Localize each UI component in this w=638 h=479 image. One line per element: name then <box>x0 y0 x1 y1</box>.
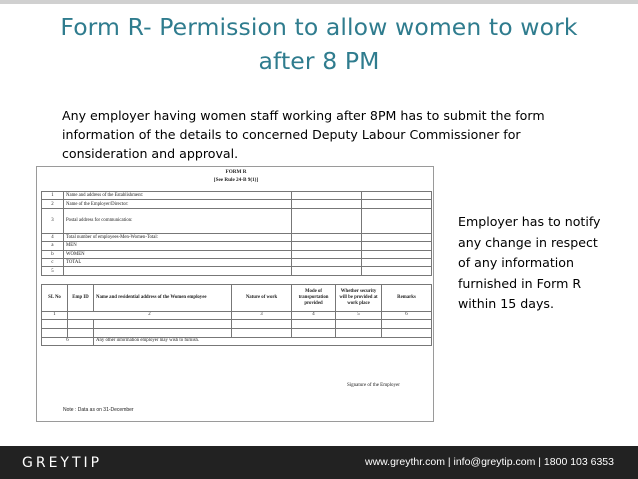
row-value <box>362 242 432 250</box>
row-label: WOMEN <box>64 250 292 258</box>
notice-line-2: any change in respect <box>458 234 598 250</box>
row-value <box>362 258 432 266</box>
row-value <box>362 233 432 241</box>
table-row <box>42 233 432 241</box>
row-value <box>292 267 362 275</box>
notice-line-1: Employer has to notify <box>458 214 601 229</box>
table-row <box>42 250 432 258</box>
column-number: 3 <box>232 312 292 320</box>
column-number-row <box>42 312 432 320</box>
table-row <box>42 242 432 250</box>
footer-contact: www.greythr.com | info@greytip.com | 1800 103 6353 <box>365 456 614 468</box>
table-row <box>42 320 432 329</box>
footer-bar <box>0 446 638 479</box>
establishment-details-table <box>41 191 432 276</box>
column-number: 1 <box>42 312 68 320</box>
table-row <box>42 329 432 338</box>
form-note: Note : Data as on 31-December <box>63 407 134 413</box>
row-number: 5 <box>42 267 64 275</box>
column-number: 5 <box>336 312 382 320</box>
slide-title <box>40 10 598 78</box>
row-value <box>292 233 362 241</box>
form-heading <box>37 169 435 184</box>
column-header-name-address: Name and residential address of the Women employee <box>94 285 232 312</box>
intro-text <box>62 106 582 163</box>
signature-label: Signature of the Employer <box>347 383 400 388</box>
row-value <box>362 250 432 258</box>
column-number: 6 <box>382 312 432 320</box>
column-number: 2 <box>68 312 232 320</box>
other-information-label: Any other information employer may wish to furnish. <box>94 338 432 346</box>
row-label: Total number of employees-Men-Women-Total: <box>64 233 292 241</box>
column-header-transport: Mode of transportation provided <box>292 285 336 312</box>
table-header-row <box>42 285 432 312</box>
row-value <box>292 258 362 266</box>
row-number: 2 <box>42 200 64 208</box>
column-header-emp-id: Emp ID <box>68 285 94 312</box>
row-number: 6 <box>42 338 94 346</box>
row-number: 1 <box>42 192 64 200</box>
row-label: MEN <box>64 242 292 250</box>
form-r-image <box>36 166 434 422</box>
row-label: Name of the Employer/Director: <box>64 200 292 208</box>
column-header-security: Whether security will be provided at work place <box>336 285 382 312</box>
intro-line-2: information of the details to concerned Deputy Labour Commissioner for <box>62 127 521 142</box>
row-value <box>362 200 432 208</box>
row-number: 3 <box>42 208 64 233</box>
row-number: c <box>42 258 64 266</box>
row-value <box>292 250 362 258</box>
greytip-logo: GREYTIP <box>22 455 103 471</box>
table-row <box>42 208 432 233</box>
row-value <box>292 242 362 250</box>
row-label: Name and address of the Establishment: <box>64 192 292 200</box>
row-value <box>362 208 432 233</box>
column-header-nature-of-work: Nature of work <box>232 285 292 312</box>
row-label: TOTAL <box>64 258 292 266</box>
table-row <box>42 258 432 266</box>
slide-title-line-1: Form R- Permission to allow women to work <box>60 13 578 41</box>
intro-line-1: Any employer having women staff working after 8PM has to submit the form <box>62 108 545 123</box>
table-row <box>42 338 432 346</box>
column-header-sl-no: SL No <box>42 285 68 312</box>
row-value <box>292 192 362 200</box>
intro-line-3: consideration and approval. <box>62 146 239 161</box>
column-header-remarks: Remarks <box>382 285 432 312</box>
slide-title-line-2: after 8 PM <box>258 47 380 75</box>
row-value <box>292 208 362 233</box>
top-accent-bar <box>0 0 638 4</box>
row-label: Postal address for communication: <box>64 208 292 233</box>
row-number: a <box>42 242 64 250</box>
row-label <box>64 267 292 275</box>
row-value <box>292 200 362 208</box>
form-rule-reference: [See Rule 24-B 9(1)] <box>213 176 259 183</box>
row-value <box>362 192 432 200</box>
row-number: 4 <box>42 233 64 241</box>
table-row <box>42 192 432 200</box>
table-row <box>42 267 432 275</box>
row-number: b <box>42 250 64 258</box>
notice-line-3: of any information <box>458 255 574 270</box>
table-row <box>42 200 432 208</box>
notice-text <box>458 212 608 315</box>
row-value <box>362 267 432 275</box>
notice-line-5: within 15 days. <box>458 296 554 311</box>
form-title: FORM R <box>225 169 247 175</box>
women-employee-table <box>41 284 432 346</box>
column-number: 4 <box>292 312 336 320</box>
notice-line-4: furnished in Form R <box>458 275 582 291</box>
